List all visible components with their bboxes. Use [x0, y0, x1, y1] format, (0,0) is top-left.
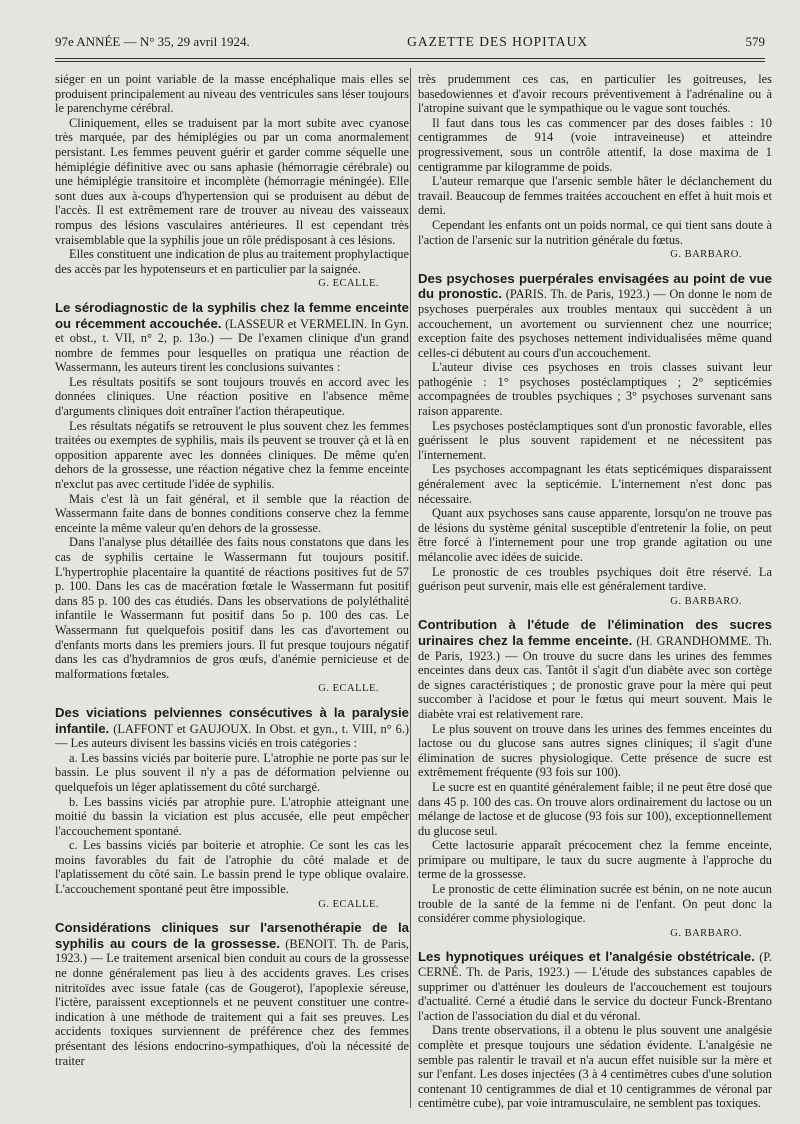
journal-title: GAZETTE DES HOPITAUX	[407, 34, 589, 49]
paragraph: L'auteur divise ces psychoses en trois classes suivant leur pathogénie : 1° psychoses postéclamptiques ; 2° septicémies accompagnées de troubles psychiques ; 3° psychoses survenant sans raison apparente.	[418, 360, 772, 419]
header-rule-top	[55, 58, 765, 59]
paragraph: a. Les bassins viciés par boiterie pure. L'atrophie ne porte pas sur le bassin. Le plus souvent il n'y a pas de déformation pelvienne ou quelquefois un léger aplatissement du côté surchargé.	[55, 750, 409, 794]
paragraph: Les résultats négatifs se retrouvent le plus souvent chez les femmes traitées ou exemptes de syphilis, mais ils peuvent se trouver çà et là en opposition apparente avec les données cliniques. De même qu'en dehors de la grossesse, une réaction négative chez la femme enceinte n'exclut pas avec certitude l'idée de syphilis.	[55, 418, 409, 492]
paragraph: c. Les bassins viciés par boiterie et atrophie. Ce sont les cas les moins favorables du fait de l'atrophie du côté malade et de l'aplatissement du côté sain. Le bassin prend le type oblique ovalaire. L'accouchement spontané peut être impossible.	[55, 838, 409, 897]
paragraph: très prudemment ces cas, en particulier les goitreuses, les basedowiennes et d'avoir recours préventivement à l'adrénaline ou à l'atropine suivant que le sympathique ou le vague sont touchés.	[418, 72, 772, 116]
article-reference: (P. CERNÉ. Th. de Paris, 1923.) — L'étude des substances capables de supprimer ou d'atténuer les douleurs de l'accouchement est toujours d'actualité. Cerné a étudié dans le service du docteur Funck-Brentano l'action de l'association du dial et du véronal.	[418, 950, 772, 1023]
paragraph: Cette lactosurie apparaît précocement chez la femme enceinte, primipare ou multipare, le taux du sucre augmente à l'approche du terme de la grossesse.	[418, 838, 772, 882]
article-reference: (BENOIT. Th. de Paris, 1923.) — Le traitement arsenical bien conduit au cours de la grossesse ne donne généralement pas lieu à des accidents graves. Les crises nitritoïdes avec issue fatale (cas de Gougerot), l'apoplexie séreuse, l'ictère, paraissent exceptionnels et ne peuvent constituer une contre-indication à une méthode de traitement qui a fait ses preuves. Les accidents toxiques surviennent de préférence chez des femmes présentant des lésions endocrino-sympathiques, d'où la nécessité de traiter	[55, 936, 409, 1068]
paragraph: Les résultats positifs se sont toujours trouvés en accord avec les données cliniques. Une réaction positive en l'absence même d'arguments cliniques doit entraîner l'action thérapeutique.	[55, 374, 409, 419]
issue-info: 97e ANNÉE — N° 35, 29 avril 1924.	[55, 34, 250, 49]
paragraph: Cliniquement, elles se traduisent par la mort subite avec cyanose très marquée, par des hémiplégies ou par un coma anormalement persistant. Les femmes peuvent guérir et garder comme séquelle une hémiplégie définitive avec ou sans aphasie (hémorragie cérébrale) ou une hémiplégie transitoire et incomplète (hémorragie méningée). Elle sont dues aux à-coups d'hypertension qui se produisent au début de l'accès. Il est extrêmement rare de trouver au niveau des vaisseaux rompus des lésions vasculaires antérieures. Il est cependant très vraisemblable que la syphilis joue un rôle prédisposant à ces lésions.	[55, 115, 409, 247]
article-reference: (PARIS. Th. de Paris, 1923.) — On donne le nom de psychoses puerpérales aux troubles mentaux qui succèdent à un accouchement, un avortement ou surviennent chez une nourrice; exception faite des psychoses nettement individualisées même quand celles-ci débutent au cours d'un accouchement.	[418, 287, 772, 360]
paragraph: L'auteur remarque que l'arsenic semble hâter le déclanchement du travail. Beaucoup de femmes traitées accouchent en effet à huit mois et demi.	[418, 174, 772, 218]
article-reference: (LASSEUR et VERMELIN. In Gyn. et obst., t. VII, n° 2, p. 13o.) — De l'examen clinique d'un grand nombre de femmes pour lesquelles on pratiqua une réaction de Wassermann, les auteurs tirent les conclusions suivantes :	[55, 316, 409, 375]
article-viciations	[55, 705, 409, 751]
paragraph: Cependant les enfants ont un poids normal, ce qui tient sans doute à l'action de l'arsenic sur la nutrition générale du fœtus.	[418, 217, 772, 247]
article-serodiagnostic	[55, 300, 409, 375]
article-sucres	[418, 617, 772, 721]
author-signature: G. ECALLE.	[318, 898, 379, 910]
article-reference: (LAFFONT et GAUJOUX. In Obst. et gyn., t. VIII, n° 6.) — Les auteurs divisent les bassins viciés en trois catégories :	[55, 721, 409, 751]
article-title: Contribution à l'étude de l'élimination des sucres urinaires chez la femme enceinte.	[418, 617, 772, 648]
paragraph: b. Les bassins viciés par atrophie pure. L'atrophie atteignant une moitié du bassin la viciation est plus accusée, elle peut empêcher l'accouchement spontané.	[55, 794, 409, 838]
paragraph: Elles constituent une indication de plus au traitement prophylactique des accès par les hypotenseurs et en particulier par la saignée.	[55, 247, 409, 276]
page-header	[55, 34, 765, 54]
author-signature: G. BARBARO.	[670, 249, 742, 261]
paragraph: Dans trente observations, il a obtenu le plus souvent une analgésie complète et presque toujours une sédation évidente. L'analgésie ne semble pas ralentir le travail et n'a aucun effet nuisible sur la mère et sur l'enfant. Les doses injectées (3 à 4 centimètres cubes d'une solution contenant 10 centigrammes de dial et 10 centigrammes de véronal par centimètre cube), par voie intramusculaire, ne semblent pas toxiques.	[418, 1023, 772, 1111]
article-title: Considérations cliniques sur l'arsenothérapie de la syphilis au cours de la grossesse.	[55, 920, 409, 951]
paragraph: Le plus souvent on trouve dans les urines des femmes enceintes du lactose ou du glucose sans autres signes cliniques; il s'agit d'une élimination de sucres physiologique. Cette présence de sucre est extrêmement fréquente (93 fois sur 100).	[418, 721, 772, 780]
author-signature: G. BARBARO.	[670, 927, 742, 939]
article-psychoses	[418, 271, 772, 361]
article-title: Des psychoses puerpérales envisagées au point de vue du pronostic.	[418, 270, 772, 302]
article-title: Des viciations pelviennes consécutives à la paralysie infantile.	[55, 704, 409, 736]
paragraph: Le pronostic de ces troubles psychiques doit être réservé. La guérison peut survenir, mais elle est généralement tardive.	[418, 564, 772, 594]
paragraph: Il faut dans tous les cas commencer par des doses faibles : 10 centigrammes de 914 (voie intraveineuse) et atteindre progressivement, sous un contrôle attentif, la dose maxima de 1 centigramme par kilogramme de poids.	[418, 115, 772, 174]
column-divider	[410, 68, 411, 1108]
author-signature: G. ECALLE.	[318, 683, 379, 695]
page-number: 579	[745, 34, 765, 49]
paragraph: Les psychoses accompagnant les états septicémiques disparaissent généralement avec la septicémie. L'internement n'est donc pas nécessaire.	[418, 462, 772, 506]
article-arsenotherapie	[55, 920, 409, 1068]
right-column	[418, 72, 772, 1111]
paragraph: Les psychoses postéclamptiques sont d'un pronostic favorable, elles guérissent le plus souvent rapidement et ne nécessitent pas l'internement.	[418, 418, 772, 462]
paragraph: Le pronostic de cette élimination sucrée est bénin, on ne note aucun trouble de la santé de la femme ni de l'enfant. On peut donc la considérer comme physiologique.	[418, 882, 772, 926]
paragraph: Quant aux psychoses sans cause apparente, lorsqu'on ne trouve pas de lésions du système génital susceptible d'entretenir la folie, on peut être forcé à l'internement pour une trop grande agitation ou une mélancolie avec idées de suicide.	[418, 506, 772, 564]
paragraph: Le sucre est en quantité généralement faible; il ne peut être dosé que dans 45 p. 100 des cas. On trouve alors ordinairement du lactose ou un mélange de lactose et de glucose (93 fois sur 100), exceptionnellement du glucose seul.	[418, 779, 772, 838]
paragraph: siéger en un point variable de la masse encéphalique mais elles se produisent principalement au niveau des ventricules sans léser toujours le parenchyme cérébral.	[55, 72, 409, 116]
article-title: Les hypnotiques uréiques et l'analgésie obstétricale.	[418, 949, 755, 965]
paragraph: Mais c'est là un fait général, et il semble que la réaction de Wassermann faite dans de bonnes conditions conserve chez la femme enceinte la même valeur qu'en dehors de la grossesse.	[55, 491, 409, 535]
article-hypnotiques	[418, 949, 772, 1023]
author-signature: G. ECALLE.	[318, 278, 379, 290]
article-reference: (H. GRANDHOMME. Th. de Paris, 1923.) — On trouve du sucre dans les urines des femmes enceintes dans deux cas. Tantôt il s'agit d'un diabète avec son cortège de signes caractéristiques ; de pronostic grave pour la mère qui peut succomber à l'acidose et pour le fœtus qui meurt souvent. Mais le diabète vrai est relativement rare.	[418, 633, 772, 721]
left-column	[55, 72, 409, 1068]
author-signature: G. BARBARO.	[670, 595, 742, 607]
article-title: Le sérodiagnostic de la syphilis chez la femme enceinte ou récemment accouchée.	[55, 299, 409, 331]
header-rule-bottom	[55, 61, 765, 62]
paragraph: Dans l'analyse plus détaillée des faits nous constatons que dans les cas de syphilis certaine le Wassermann fut toujours positif. L'hypertrophie placentaire la quantité de réactions positives fut de 57 p. 100. Dans les cas de macération fœtale le Wassermann fut positif dans 85 p. 100 des cas étudiés. Dans les observations de polyléthalité infantile le Wassermann fut positif dans 5o p. 100 des cas. Le Wassermann fut quelquefois positif dans les cas d'avortement ou d'enfants morts dans les premiers jours. Il fut presque toujours négatif dans les cas d'hydramnios de gros œufs, d'anémie pernicieuse et de malformations fœtales.	[55, 535, 409, 681]
